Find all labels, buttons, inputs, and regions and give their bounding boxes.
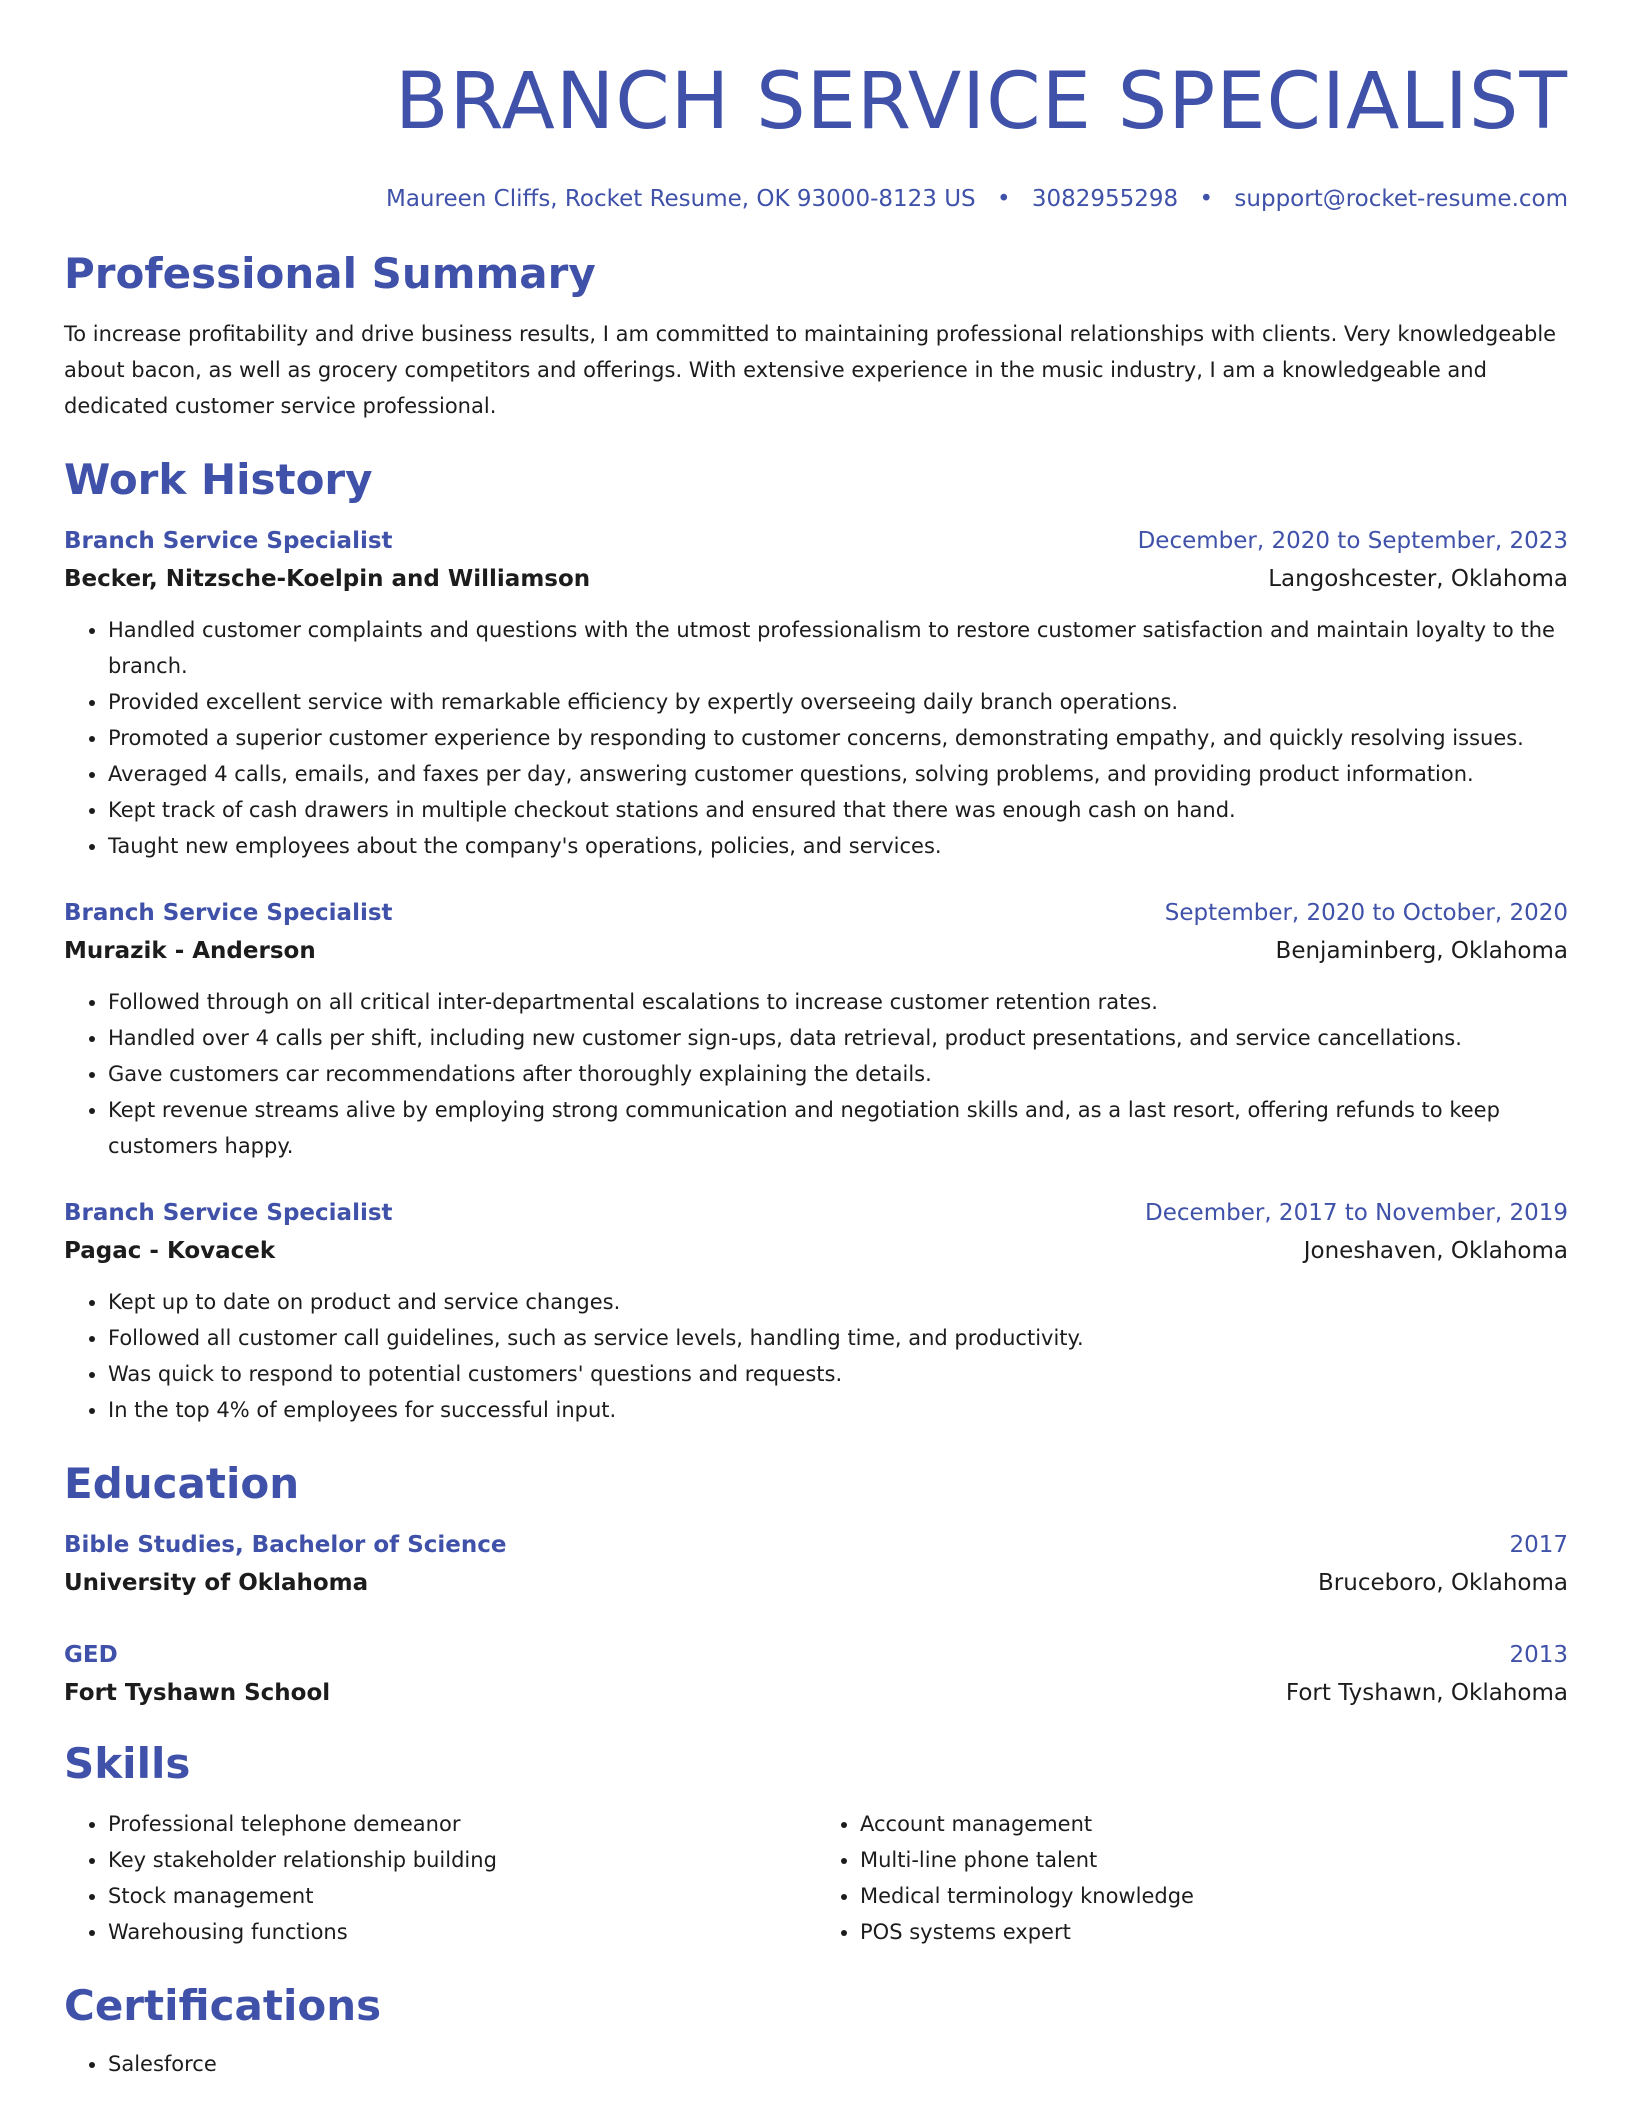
job-dates: September, 2020 to October, 2020 — [1164, 900, 1568, 926]
skill-item: • Professional telephone demeanor — [108, 1806, 816, 1842]
education-degree: GED — [64, 1642, 118, 1668]
job-bullet: • Gave customers car recommendations after thoroughly explaining the details. — [108, 1056, 1568, 1092]
job-bullet: • Kept revenue streams alive by employing strong communication and negotiation skills and, as a last resort, offering refunds to keep customers happy. — [108, 1092, 1568, 1164]
job-bullet: • In the top 4% of employees for successful input. — [108, 1392, 1568, 1428]
job-bullet: • Promoted a superior customer experience by responding to customer concerns, demonstrating empathy, and quickly resolving issues. — [108, 720, 1568, 756]
certification-item: • Salesforce — [108, 2046, 1568, 2082]
education-location: Fort Tyshawn, Oklahoma — [1285, 1680, 1568, 1706]
job-dates: December, 2017 to November, 2019 — [1145, 1200, 1568, 1226]
contact-phone: 3082955298 — [1031, 186, 1179, 212]
skill-item: • Medical terminology knowledge — [860, 1878, 1568, 1914]
job-company: Becker, Nitzsche-Koelpin and Williamson — [64, 566, 591, 592]
skills-heading: Skills — [64, 1739, 191, 1788]
education-year: 2013 — [1509, 1642, 1568, 1668]
contact-email[interactable]: support@rocket-resume.com — [1234, 186, 1568, 212]
education-school: Fort Tyshawn School — [64, 1680, 331, 1706]
job-entry — [64, 894, 1568, 1164]
job-bullet: • Averaged 4 calls, emails, and faxes per day, answering customer questions, solving problems, and providing product information. — [108, 756, 1568, 792]
certifications-list — [64, 2046, 1568, 2082]
skill-item: • Key stakeholder relationship building — [108, 1842, 816, 1878]
skill-item: • POS systems expert — [860, 1914, 1568, 1950]
education-entry — [64, 1526, 1568, 1602]
job-company: Murazik - Anderson — [64, 938, 316, 964]
job-bullets — [64, 1284, 1568, 1428]
contact-separator: • — [996, 186, 1011, 212]
skill-item: • Warehousing functions — [108, 1914, 816, 1950]
skills-list-left — [64, 1806, 816, 1950]
skill-item: • Multi-line phone talent — [860, 1842, 1568, 1878]
skill-item: • Account management — [860, 1806, 1568, 1842]
job-location: Joneshaven, Oklahoma — [1303, 1238, 1568, 1264]
job-bullet: • Followed all customer call guidelines, such as service levels, handling time, and productivity. — [108, 1320, 1568, 1356]
job-title: Branch Service Specialist — [64, 1200, 393, 1226]
job-entry — [64, 522, 1568, 864]
job-bullet: • Provided excellent service with remarkable efficiency by expertly overseeing daily branch operations. — [108, 684, 1568, 720]
job-location: Benjaminberg, Oklahoma — [1275, 938, 1568, 964]
work-history-heading: Work History — [64, 455, 373, 504]
job-location: Langoshcester, Oklahoma — [1268, 566, 1568, 592]
job-bullets — [64, 612, 1568, 864]
job-title: Branch Service Specialist — [64, 900, 393, 926]
summary-text: To increase profitability and drive business results, I am committed to maintaining professional relationships with clients. Very knowledgeable about bacon, as well as grocery competitors and offerings. With extensive experience in the music industry, I am a knowledgeable and dedicated customer service professional. — [64, 322, 1557, 418]
contact-address: Maureen Cliffs, Rocket Resume, OK 93000-8123 US — [385, 186, 976, 212]
job-bullet: • Was quick to respond to potential customers' questions and requests. — [108, 1356, 1568, 1392]
education-entry — [64, 1636, 1568, 1712]
education-degree: Bible Studies, Bachelor of Science — [64, 1532, 507, 1558]
job-bullets — [64, 984, 1568, 1164]
contact-separator: • — [1199, 186, 1214, 212]
summary-heading: Professional Summary — [64, 249, 596, 298]
resume-name-title: BRANCH SERVICE SPECIALIST — [394, 57, 1568, 147]
education-location: Bruceboro, Oklahoma — [1318, 1570, 1568, 1596]
job-bullet: • Kept track of cash drawers in multiple checkout stations and ensured that there was enough cash on hand. — [108, 792, 1568, 828]
education-heading: Education — [64, 1459, 300, 1508]
job-entry — [64, 1194, 1568, 1428]
job-bullet: • Kept up to date on product and service changes. — [108, 1284, 1568, 1320]
job-dates: December, 2020 to September, 2023 — [1137, 528, 1568, 554]
skills-list-right — [816, 1806, 1568, 1950]
job-bullet: • Handled over 4 calls per shift, including new customer sign-ups, data retrieval, product presentations, and service cancellations. — [108, 1020, 1568, 1056]
job-bullet: • Taught new employees about the company's operations, policies, and services. — [108, 828, 1568, 864]
certifications-heading: Certifications — [64, 1981, 382, 2030]
skill-item: • Stock management — [108, 1878, 816, 1914]
job-title: Branch Service Specialist — [64, 528, 393, 554]
job-company: Pagac - Kovacek — [64, 1238, 276, 1264]
education-year: 2017 — [1509, 1532, 1568, 1558]
job-bullet: • Handled customer complaints and questions with the utmost professionalism to restore customer satisfaction and maintain loyalty to the branch. — [108, 612, 1568, 684]
skills-columns — [64, 1806, 1568, 1950]
education-school: University of Oklahoma — [64, 1570, 369, 1596]
job-bullet: • Followed through on all critical inter-departmental escalations to increase customer retention rates. — [108, 984, 1568, 1020]
contact-line — [64, 184, 1568, 214]
